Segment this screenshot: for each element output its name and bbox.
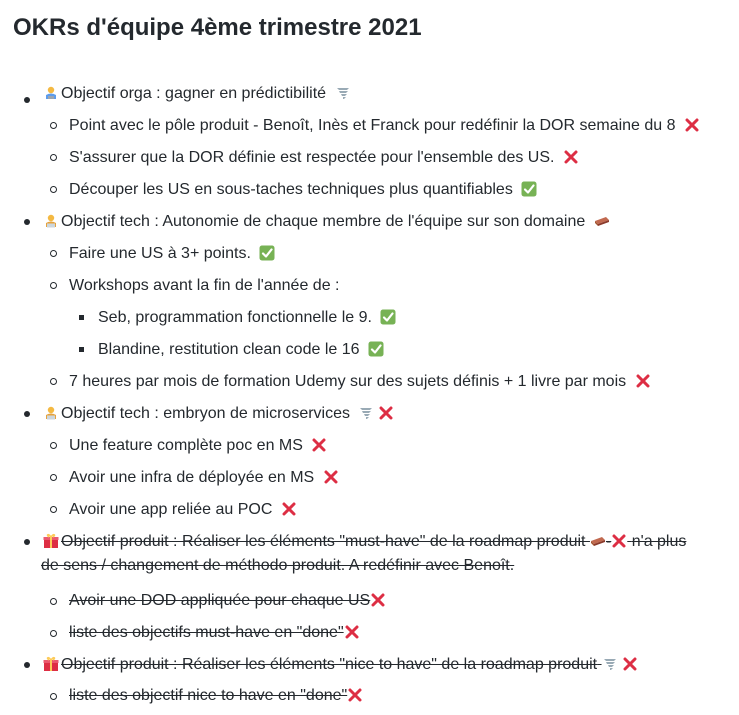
list-item	[69, 500, 297, 520]
list-bullet	[50, 282, 57, 289]
cross-mark-icon	[323, 469, 339, 485]
item-text: Faire une US à 3+ points.	[69, 245, 251, 262]
list-item	[98, 340, 384, 360]
cross-mark-icon	[370, 592, 386, 608]
cross-mark-icon	[622, 656, 638, 672]
list-item	[69, 372, 651, 392]
cross-mark-icon	[378, 405, 394, 421]
list-item-objective-tech-microservices	[43, 404, 394, 424]
list-bullet	[24, 662, 30, 668]
list-item-objective-produit-nice-to-have	[43, 655, 638, 675]
list-item	[69, 623, 360, 643]
cross-mark-icon	[684, 117, 700, 133]
list-bullet	[50, 693, 57, 700]
list-item	[69, 591, 386, 611]
objective-text: Objectif tech : Autonomie de chaque membre de l'équipe sur son domaine	[61, 213, 586, 230]
item-text: Avoir une DOD appliquée pour chaque US	[69, 592, 371, 609]
check-mark-icon	[521, 181, 537, 197]
list-bullet	[24, 97, 30, 103]
brick-icon	[590, 533, 606, 549]
cross-mark-icon	[347, 687, 363, 703]
list-item	[69, 686, 363, 706]
list-bullet	[50, 154, 57, 161]
list-item-objective-produit-must-have	[43, 532, 686, 552]
item-text: liste des objectifs must-have en "done"	[69, 624, 344, 641]
cross-mark-icon	[344, 624, 360, 640]
brick-icon	[594, 213, 610, 229]
list-item-objective-orga	[43, 84, 351, 104]
cross-mark-icon	[281, 501, 297, 517]
item-text: Blandine, restitution clean code le 16	[98, 341, 360, 358]
tornado-icon	[335, 85, 351, 101]
list-bullet	[24, 219, 30, 225]
wrapped-gift-icon	[43, 656, 59, 672]
list-item	[69, 244, 275, 264]
item-text: Découper les US en sous-taches techniques plus quantifiables	[69, 181, 513, 198]
check-mark-icon	[259, 245, 275, 261]
list-bullet	[50, 474, 57, 481]
objective-text: Objectif orga : gagner en prédictibilité	[61, 85, 327, 102]
item-text: Avoir une app reliée au POC	[69, 501, 273, 518]
list-item-objective-tech-autonomie	[43, 212, 610, 232]
list-bullet	[79, 315, 84, 320]
page-title: OKRs d'équipe 4ème trimestre 2021	[13, 14, 422, 41]
item-text: Workshops avant la fin de l'année de :	[69, 277, 340, 294]
cross-mark-icon	[311, 437, 327, 453]
separator-text: -	[605, 533, 612, 550]
item-text: S'assurer que la DOR définie est respectée pour l'ensemble des US.	[69, 149, 555, 166]
tornado-icon	[602, 656, 618, 672]
item-text: Seb, programmation fonctionnelle le 9.	[98, 309, 372, 326]
list-item	[69, 180, 537, 200]
check-mark-icon	[380, 309, 396, 325]
list-bullet	[50, 378, 57, 385]
list-item	[69, 116, 700, 136]
list-item	[69, 468, 339, 488]
cross-mark-icon	[635, 373, 651, 389]
person-with-laptop-icon	[43, 85, 59, 101]
objective-text: Objectif produit : Réaliser les éléments "must-have" de la roadmap produit	[61, 533, 586, 550]
objective-text-wrap: de sens / changement de méthodo produit. A redéfinir avec Benoît.	[41, 557, 515, 574]
objective-text: Objectif produit : Réaliser les éléments "nice to have" de la roadmap produit	[61, 656, 598, 673]
item-text: liste des objectif nice to have en "done"	[69, 687, 348, 704]
list-item	[69, 148, 579, 168]
list-bullet	[79, 347, 84, 352]
list-item	[69, 436, 327, 456]
check-mark-icon	[368, 341, 384, 357]
cross-mark-icon	[611, 533, 627, 549]
list-bullet	[50, 250, 57, 257]
item-text: Une feature complète poc en MS	[69, 437, 303, 454]
tornado-icon	[358, 405, 374, 421]
objective-text-cont: n'a plus	[631, 533, 687, 550]
item-text: Avoir une infra de déployée en MS	[69, 469, 315, 486]
item-text: 7 heures par mois de formation Udemy sur des sujets définis + 1 livre par mois	[69, 373, 627, 390]
technologist-icon	[43, 213, 59, 229]
list-bullet	[50, 442, 57, 449]
cross-mark-icon	[563, 149, 579, 165]
list-bullet	[50, 598, 57, 605]
list-bullet	[50, 122, 57, 129]
objective-text: Objectif tech : embryon de microservices	[61, 405, 350, 422]
list-bullet	[50, 186, 57, 193]
list-bullet	[50, 506, 57, 513]
wrapped-gift-icon	[43, 533, 59, 549]
list-bullet	[24, 411, 30, 417]
list-bullet	[24, 539, 30, 545]
list-item	[69, 276, 339, 296]
list-bullet	[50, 630, 57, 637]
item-text: Point avec le pôle produit - Benoît, Inès et Franck pour redéfinir la DOR semaine du 8	[69, 117, 676, 134]
technologist-icon	[43, 405, 59, 421]
list-item	[98, 308, 396, 328]
